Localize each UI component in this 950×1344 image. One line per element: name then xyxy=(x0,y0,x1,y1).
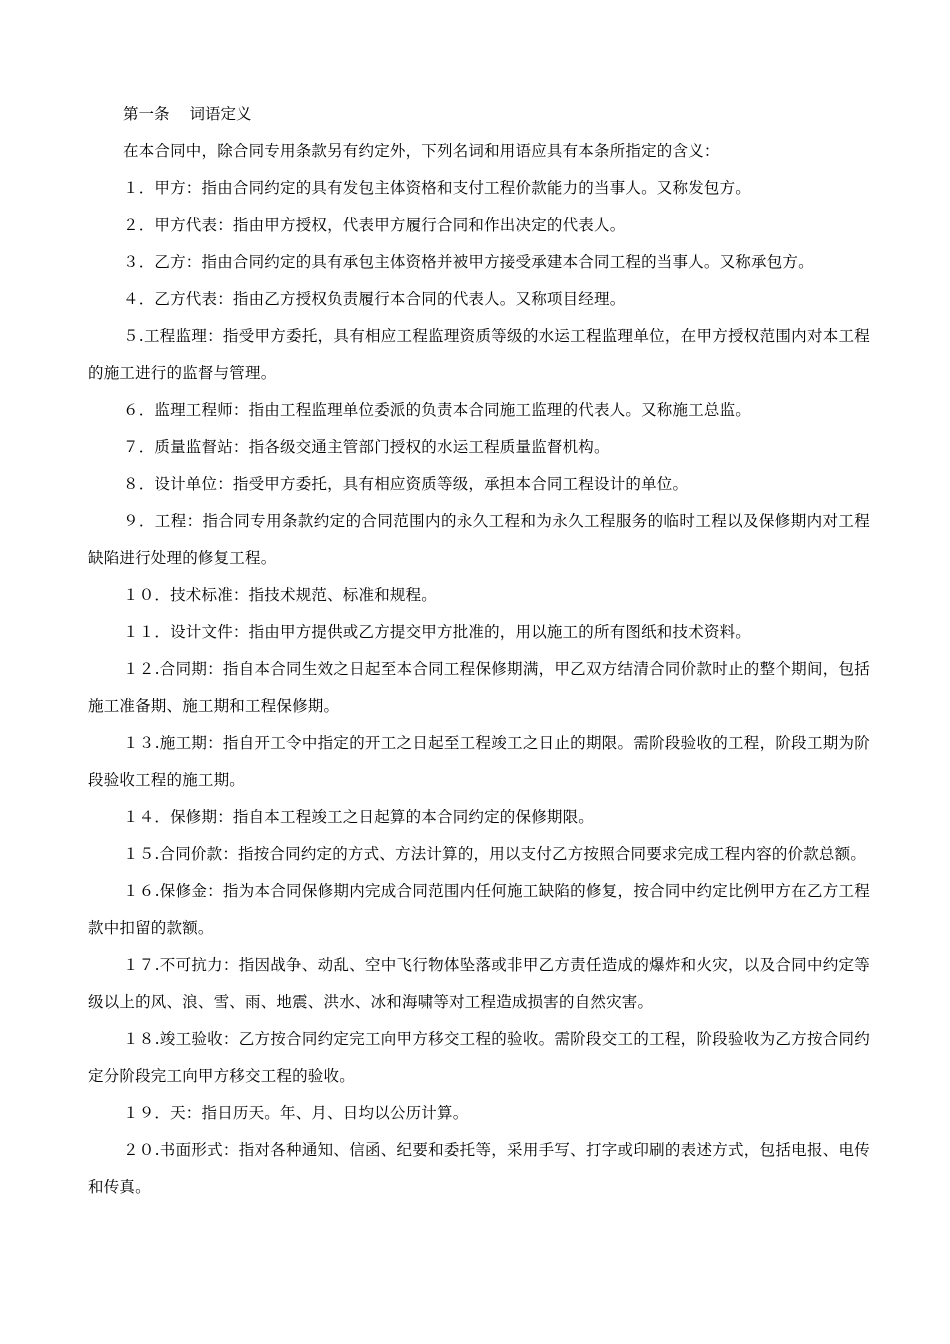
definition-5: ５.工程监理：指受甲方委托，具有相应工程监理资质等级的水运工程监理单位，在甲方授权范围内对本工程的施工进行的监督与管理。 xyxy=(88,327,870,382)
definition-20: ２０.书面形式：指对各种通知、信函、纪要和委托等，采用手写、打字或印刷的表述方式，包括电报、电传和传真。 xyxy=(88,1141,870,1196)
definition-9: ９．工程：指合同专用条款约定的合同范围内的永久工程和为永久工程服务的临时工程以及保修期内对工程缺陷进行处理的修复工程。 xyxy=(88,512,870,567)
definition-6: ６．监理工程师：指由工程监理单位委派的负责本合同施工监理的代表人。又称施工总监。 xyxy=(123,401,752,419)
definition-14: １４．保修期：指自本工程竣工之日起算的本合同约定的保修期限。 xyxy=(123,808,595,826)
definition-16: １６.保修金：指为本合同保修期内完成合同范围内任何施工缺陷的修复，按合同中约定比例甲方在乙方工程款中扣留的款额。 xyxy=(88,882,870,937)
document-body xyxy=(88,96,870,1206)
definition-2: ２．甲方代表：指由甲方授权，代表甲方履行合同和作出决定的代表人。 xyxy=(123,216,626,234)
article-heading xyxy=(88,96,870,133)
definition-4: ４．乙方代表：指由乙方授权负责履行本合同的代表人。又称项目经理。 xyxy=(123,290,626,308)
definition-13: １３.施工期：指自开工令中指定的开工之日起至工程竣工之日止的期限。需阶段验收的工程，阶段工期为阶段验收工程的施工期。 xyxy=(88,734,870,789)
definition-15: １５.合同价款：指按合同约定的方式、方法计算的，用以支付乙方按照合同要求完成工程内容的价款总额。 xyxy=(123,845,867,863)
definition-7: ７．质量监督站：指各级交通主管部门授权的水运工程质量监督机构。 xyxy=(123,438,610,456)
definition-8: ８．设计单位：指受甲方委托，具有相应资质等级，承担本合同工程设计的单位。 xyxy=(123,475,689,493)
intro-paragraph: 在本合同中，除合同专用条款另有约定外，下列名词和用语应具有本条所指定的含义： xyxy=(123,142,720,160)
definition-12: １２.合同期：指自本合同生效之日起至本合同工程保修期满，甲乙双方结清合同价款时止的整个期间，包括施工准备期、施工期和工程保修期。 xyxy=(88,660,870,715)
definition-17: １７.不可抗力：指因战争、动乱、空中飞行物体坠落或非甲乙方责任造成的爆炸和火灾，以及合同中约定等级以上的风、浪、雪、雨、地震、洪水、冰和海啸等对工程造成损害的自然灾害。 xyxy=(88,956,870,1011)
definition-3: ３．乙方：指由合同约定的具有承包主体资格并被甲方接受承建本合同工程的当事人。又称承包方。 xyxy=(123,253,814,271)
definition-18: １８.竣工验收：乙方按合同约定完工向甲方移交工程的验收。需阶段交工的工程，阶段验收为乙方按合同约定分阶段完工向甲方移交工程的验收。 xyxy=(88,1030,870,1085)
definition-19: １９．天：指日历天。年、月、日均以公历计算。 xyxy=(123,1104,469,1122)
definition-10: １０．技术标准：指技术规范、标准和规程。 xyxy=(123,586,438,604)
definition-1: １．甲方：指由合同约定的具有发包主体资格和支付工程价款能力的当事人。又称发包方。 xyxy=(123,179,752,197)
article-number: 第一条 xyxy=(123,105,170,123)
article-title: 词语定义 xyxy=(189,105,252,123)
definition-11: １１．设计文件：指由甲方提供或乙方提交甲方批准的，用以施工的所有图纸和技术资料。 xyxy=(123,623,752,641)
